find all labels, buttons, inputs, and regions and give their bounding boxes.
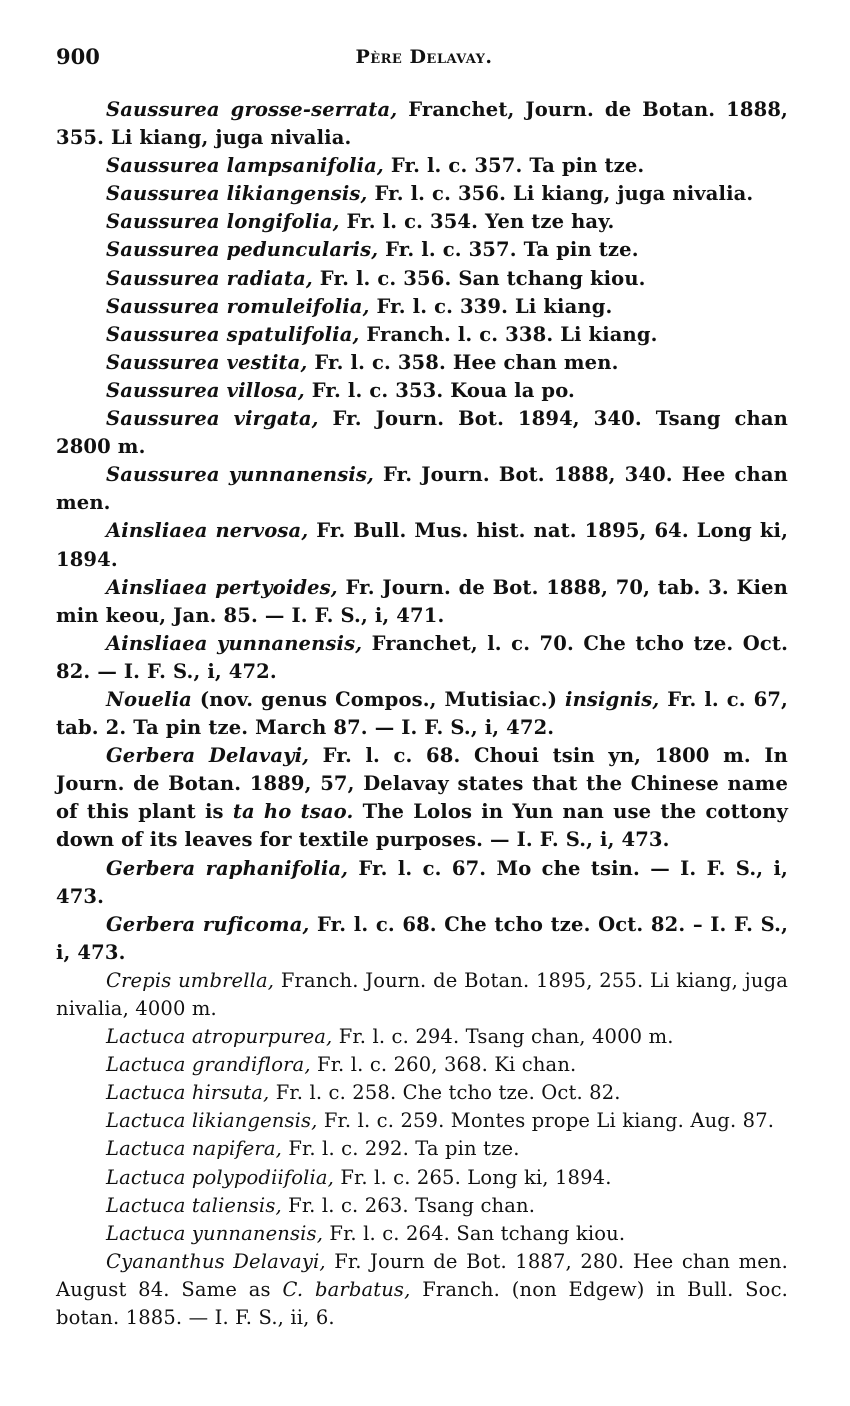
page-header [56,44,792,74]
species-name: Gerbera Delavayi, [106,744,310,768]
species-name: Ainsliaea nervosa, [106,519,309,543]
page-body [56,96,788,1332]
entry-text: Fr. Journ. Bot. 1888, 340. Hee chan men. [56,463,788,515]
species-entry [56,265,788,293]
entry-text: Fr. Journ de Bot. 1887, 280. Hee chan men. August 84. Same as [56,1249,788,1301]
species-name: insignis, [565,687,660,711]
species-entry [56,1220,788,1248]
species-entry [56,321,788,349]
species-name: Saussurea longifolia, [106,210,340,234]
entry-text: Fr. l. c. 260, 368. Ki chan. [310,1053,577,1077]
entry-text: Fr. l. c. 68. Choui tsin yn, 1800 m. In Journ. de Botan. 1889, 57, Delavay states that the Chinese name of this plant is [56,744,788,824]
species-entry [56,630,788,686]
species-entry [56,1248,788,1332]
species-entry [56,967,788,1023]
entries-light-block [56,967,788,1332]
species-name: Saussurea vestita, [106,350,308,374]
species-entry [56,911,788,967]
species-entry [56,293,788,321]
species-name: Ainsliaea pertyoides, [106,575,338,599]
species-name: Saussurea virgata, [106,407,319,431]
species-entry [56,180,788,208]
species-name: Saussurea grosse-serrata, [106,98,398,121]
species-entry [56,1164,788,1192]
species-entry [56,1135,788,1163]
entry-text: Fr. l. c. 68. Che tcho tze. Oct. 82. – I. F. S., i, 473. [56,912,789,964]
species-name: Saussurea villosa, [106,378,305,402]
entry-text: The Lolos in Yun nan use the cottony down of its leaves for textile purposes. — I. F. S., i, 473. [56,800,788,852]
entries-bold-block [56,96,788,967]
entry-text: Fr. l. c. 294. Tsang chan, 4000 m. [332,1025,674,1049]
species-entry [56,377,788,405]
entry-text: Fr. l. c. 67. Mo che tsin. — I. F. S., i, 473. [56,856,788,908]
species-entry [56,1192,788,1220]
species-entry [56,236,788,264]
species-name: Lactuca hirsuta, [106,1081,270,1105]
entry-text: Franch. Journ. de Botan. 1895, 255. Li kiang, juga nivalia, 4000 m. [56,968,788,1020]
entry-text: Fr. Journ. Bot. 1894, 340. Tsang chan 2800 m. [56,407,788,459]
species-entry [56,574,788,630]
entry-text: Fr. l. c. 258. Che tcho tze. Oct. 82. [269,1081,621,1105]
species-entry [56,1107,788,1135]
species-entry [56,855,788,911]
entry-text: Fr. l. c. 353. Koua la po. [304,378,575,402]
species-name: Ainsliaea yunnanensis, [106,631,363,655]
entry-text: Fr. l. c. 354. Yen tze hay. [339,210,615,234]
species-name: Gerbera raphanifolia, [106,856,349,880]
species-entry [56,1079,788,1107]
entry-text: Fr. l. c. 357. Ta pin tze. [378,238,639,262]
species-entry [56,96,788,152]
entry-text: Franchet, l. c. 70. Che tcho tze. Oct. 82. — I. F. S., i, 472. [56,631,789,683]
species-entry [56,742,788,854]
page-number: 900 [56,44,100,69]
species-name: Saussurea yunnanensis, [106,463,374,487]
entry-text: Fr. l. c. 292. Ta pin tze. [282,1137,520,1161]
entry-text: Fr. l. c. 358. Hee chan men. [307,350,619,374]
species-name: Gerbera ruficoma, [106,912,310,936]
entry-text: Fr. l. c. 357. Ta pin tze. [383,154,645,178]
species-entry [56,686,788,742]
species-name: C. barbatus, [282,1277,411,1301]
species-name: Saussurea lampsanifolia, [106,154,384,178]
entry-text: Fr. l. c. 67, tab. 2. Ta pin tze. March 87. — I. F. S., i, 472. [56,687,788,740]
entry-text: Fr. l. c. 263. Tsang chan. [281,1193,536,1217]
species-name: Crepis umbrella, [106,968,275,992]
entry-text: Fr. l. c. 259. Montes prope Li kiang. Aug. 87. [317,1109,775,1133]
species-name: Nouelia [106,687,192,711]
species-name: Lactuca likiangensis, [106,1109,318,1133]
species-entry [56,208,788,236]
species-entry [56,461,788,517]
species-name: Saussurea radiata, [106,266,313,290]
species-entry [56,517,788,573]
species-name: Saussurea romuleifolia, [106,294,370,318]
species-entry [56,349,788,377]
species-name: Lactuca yunnanensis, [106,1221,324,1245]
species-name: ta ho tsao. [232,800,354,824]
species-entry [56,1023,788,1051]
entry-text: Franchet, Journ. de Botan. 1888, 355. Li kiang, juga nivalia. [56,98,788,150]
entry-text: Franch. l. c. 338. Li kiang. [359,322,658,346]
species-entry [56,1051,788,1079]
entry-text: (nov. genus Compos., Mutisiac.) [191,687,566,711]
species-name: Lactuca polypodiifolia, [106,1165,334,1189]
species-name: Lactuca atropurpurea, [106,1025,333,1049]
species-name: Lactuca taliensis, [106,1193,282,1217]
species-name: Lactuca napifera, [106,1137,282,1161]
entry-text: Fr. l. c. 356. Li kiang, juga nivalia. [367,182,754,206]
species-entry [56,152,788,180]
entry-text: Franch. (non Edgew) in Bull. Soc. botan. 1885. — I. F. S., ii, 6. [56,1277,788,1330]
entry-text: Fr. l. c. 339. Li kiang. [369,294,613,318]
species-name: Lactuca grandiflora, [106,1053,311,1077]
entry-text: Fr. l. c. 265. Long ki, 1894. [334,1165,612,1189]
entry-text: Fr. Bull. Mus. hist. nat. 1895, 64. Long ki, 1894. [56,519,789,571]
running-head: Père Delavay. [355,46,493,68]
species-entry [56,405,788,461]
entry-text: Fr. Journ. de Bot. 1888, 70, tab. 3. Kien min keou, Jan. 85. — I. F. S., i, 471. [56,575,788,627]
species-name: Cyananthus Delavayi, [106,1249,326,1273]
species-name: Saussurea spatulifolia, [106,322,360,346]
species-name: Saussurea peduncularis, [106,238,379,262]
entry-text: Fr. l. c. 356. San tchang kiou. [312,266,646,290]
entry-text: Fr. l. c. 264. San tchang kiou. [323,1221,626,1245]
species-name: Saussurea likiangensis, [106,182,368,206]
